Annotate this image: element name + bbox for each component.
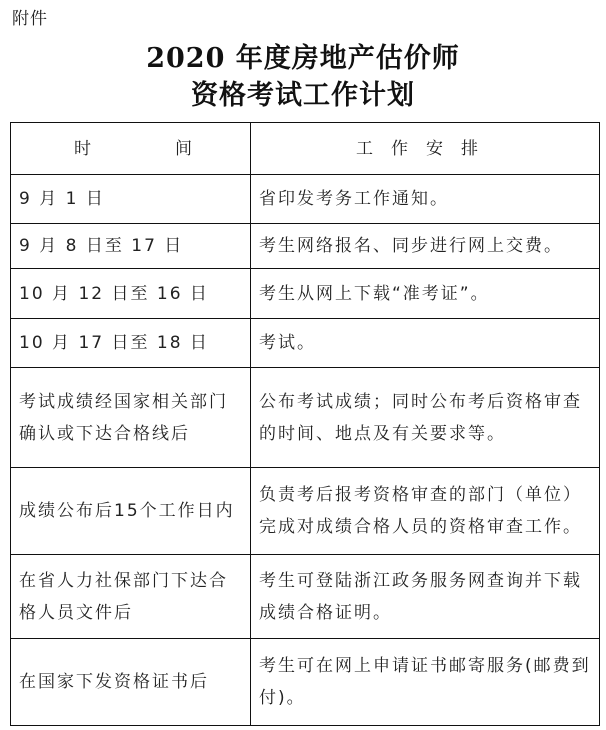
cell-time: 10 月 17 日至 18 日 xyxy=(11,319,251,368)
table-row xyxy=(11,319,600,368)
cell-time: 9 月 1 日 xyxy=(11,175,251,224)
cell-time: 成绩公布后15个工作日内 xyxy=(11,468,251,555)
cell-work: 负责考后报考资格审查的部门（单位）完成对成绩合格人员的资格审查工作。 xyxy=(251,468,600,555)
table-row xyxy=(11,639,600,726)
attachment-label: 附件 xyxy=(12,9,48,29)
header-time-char1: 时 xyxy=(74,138,93,159)
cell-work: 考生从网上下载“准考证”。 xyxy=(251,269,600,319)
table-row xyxy=(11,224,600,269)
cell-work: 考试。 xyxy=(251,319,600,368)
cell-work: 考生可登陆浙江政务服务网查询并下载成绩合格证明。 xyxy=(251,555,600,639)
cell-time: 10 月 12 日至 16 日 xyxy=(11,269,251,319)
table-row xyxy=(11,269,600,319)
table-header-row xyxy=(11,123,600,175)
table-row xyxy=(11,468,600,555)
cell-work: 考生可在网上申请证书邮寄服务(邮费到付)。 xyxy=(251,639,600,726)
cell-work: 省印发考务工作通知。 xyxy=(251,175,600,224)
schedule-table xyxy=(10,122,600,726)
header-time xyxy=(11,123,251,175)
table-row xyxy=(11,555,600,639)
cell-time: 在省人力社保部门下达合格人员文件后 xyxy=(11,555,251,639)
table-row xyxy=(11,368,600,468)
cell-time: 9 月 8 日至 17 日 xyxy=(11,224,251,269)
page-title-line1: 2020 年度房地产估价师 xyxy=(146,43,460,74)
cell-time: 考试成绩经国家相关部门确认或下达合格线后 xyxy=(11,368,251,468)
cell-time: 在国家下发资格证书后 xyxy=(11,639,251,726)
page-title-line2: 资格考试工作计划 xyxy=(191,80,415,111)
header-work: 工作安排 xyxy=(251,123,600,175)
cell-work: 考生网络报名、同步进行网上交费。 xyxy=(251,224,600,269)
header-time-char2: 间 xyxy=(175,138,194,159)
cell-work: 公布考试成绩；同时公布考后资格审查的时间、地点及有关要求等。 xyxy=(251,368,600,468)
table-row xyxy=(11,175,600,224)
